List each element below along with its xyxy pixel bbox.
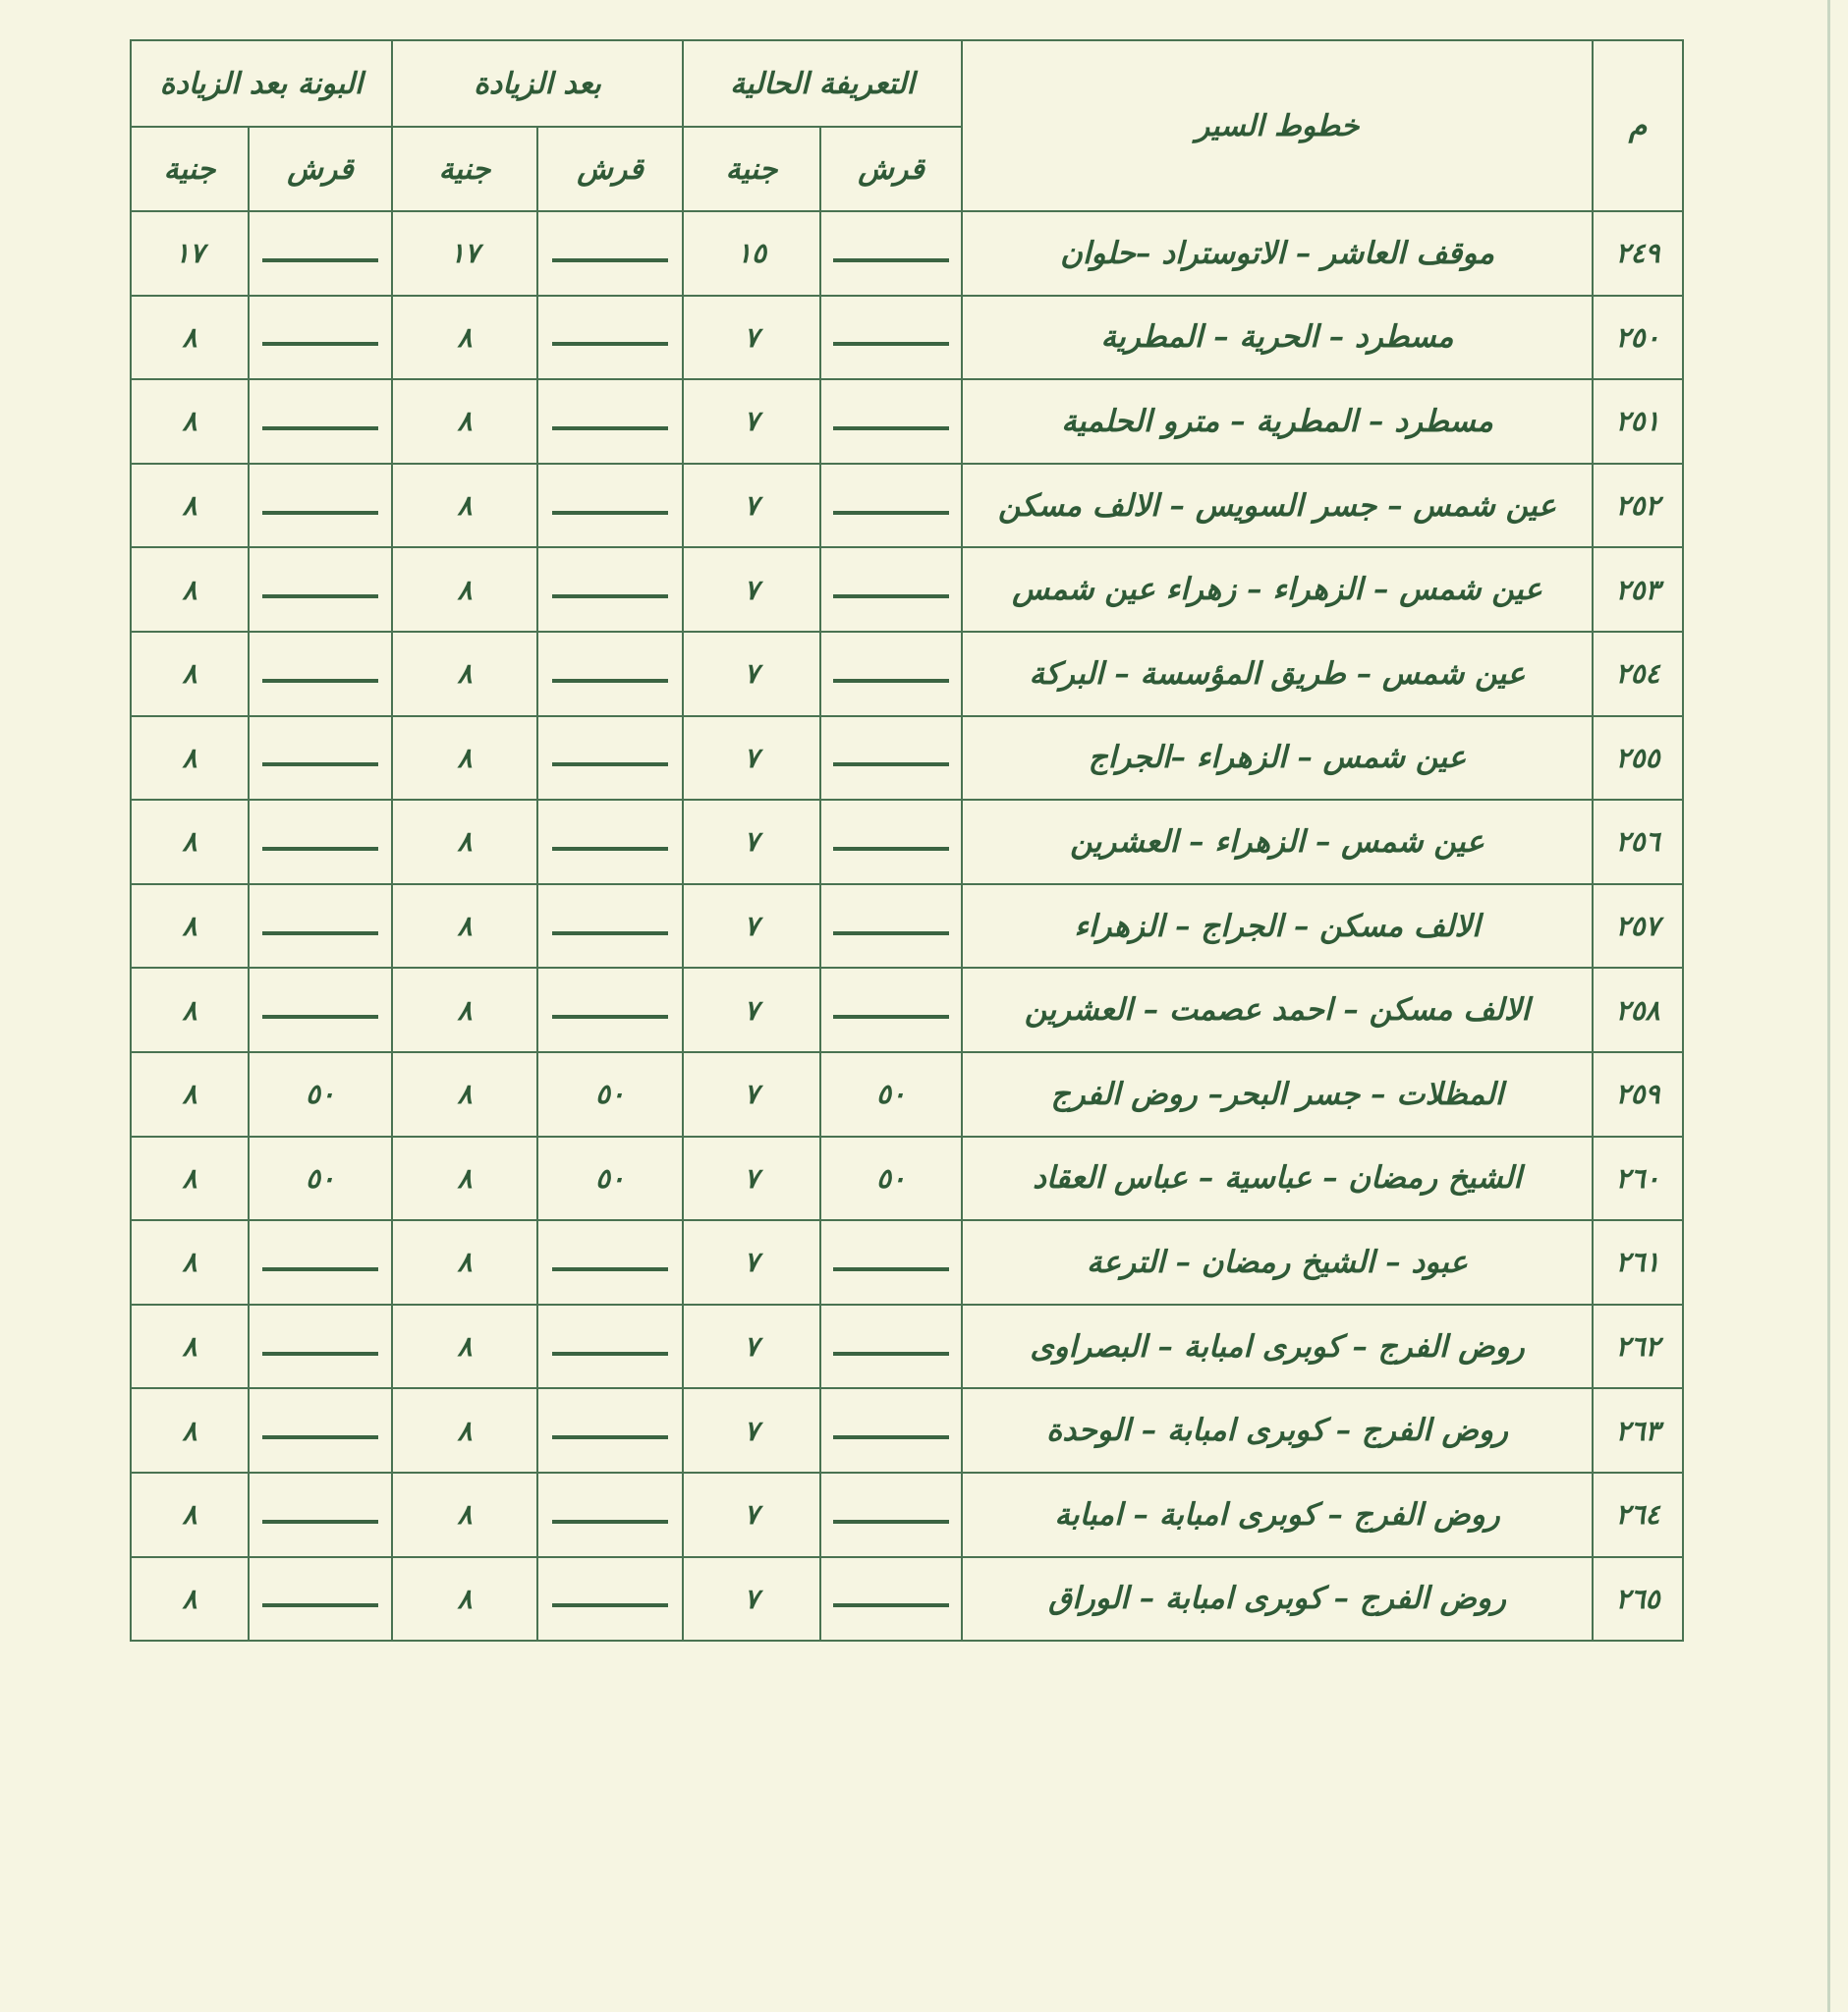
row-number-cell: ٢٥٢ [1593,464,1683,548]
route-name-cell: الشيخ رمضان – عباسية – عباس العقاد [962,1137,1593,1221]
pass-piaster-cell: ٥٠ [249,1052,392,1137]
current-pound-cell: ٧ [683,632,820,716]
current-pound-cell: ١٥ [683,211,820,296]
empty-dash [552,1015,668,1019]
current-piaster-cell [820,1220,962,1305]
pass-pound-cell: ٨ [131,379,249,464]
after-pound-cell: ٨ [392,379,537,464]
route-name-cell: روض الفرج – كوبرى امبابة – الوحدة [962,1388,1593,1473]
empty-dash [552,258,668,262]
after-pound-cell: ٨ [392,1305,537,1389]
pass-piaster-cell [249,547,392,632]
header-after-increase: بعد الزيادة [392,40,683,127]
route-name-cell: عين شمس – جسر السويس – الالف مسكن [962,464,1593,548]
row-number-cell: ٢٥٤ [1593,632,1683,716]
current-pound-cell: ٧ [683,1305,820,1389]
current-pound-cell: ٧ [683,379,820,464]
after-pound-cell: ٨ [392,1220,537,1305]
empty-dash [552,762,668,766]
after-pound-cell: ٨ [392,547,537,632]
after-piaster-cell [537,800,683,884]
empty-dash [262,762,378,766]
route-name-cell: موقف العاشر – الاتوستراد –حلوان [962,211,1593,296]
table-row [131,1557,1683,1642]
after-pound-cell: ٨ [392,1052,537,1137]
row-number-cell: ٢٥١ [1593,379,1683,464]
empty-dash [833,1520,949,1524]
current-pound-cell: ٧ [683,1388,820,1473]
after-pound-cell: ٨ [392,800,537,884]
pass-piaster-cell [249,800,392,884]
pass-pound-cell: ٨ [131,884,249,969]
table-row [131,211,1683,296]
route-name-cell: المظلات – جسر البحر– روض الفرج [962,1052,1593,1137]
empty-dash [833,1603,949,1607]
header-number: م [1593,40,1683,211]
pass-piaster-cell [249,464,392,548]
row-number-cell: ٢٥٧ [1593,884,1683,969]
table-row [131,1137,1683,1221]
pass-pound-cell: ٨ [131,464,249,548]
empty-dash [833,1267,949,1271]
table-row [131,296,1683,380]
empty-dash [552,847,668,851]
table-row [131,379,1683,464]
after-piaster-cell [537,1220,683,1305]
current-piaster-cell [820,464,962,548]
empty-dash [552,679,668,683]
after-piaster-cell [537,211,683,296]
pass-piaster-cell [249,379,392,464]
current-piaster-cell [820,884,962,969]
table-row [131,884,1683,969]
after-piaster-cell [537,1557,683,1642]
header-current-pound: جنية [683,127,820,211]
pass-piaster-cell [249,968,392,1052]
row-number-cell: ٢٦١ [1593,1220,1683,1305]
empty-dash [833,426,949,430]
current-piaster-cell [820,800,962,884]
empty-dash [833,847,949,851]
header-pass-pound: جنية [131,127,249,211]
pass-piaster-cell [249,632,392,716]
table-row [131,1052,1683,1137]
current-piaster-cell [820,716,962,801]
current-piaster-cell [820,296,962,380]
table-row [131,464,1683,548]
current-piaster-cell [820,1388,962,1473]
row-number-cell: ٢٥٩ [1593,1052,1683,1137]
pass-pound-cell: ٨ [131,632,249,716]
after-pound-cell: ٨ [392,632,537,716]
empty-dash [833,762,949,766]
current-pound-cell: ٧ [683,968,820,1052]
row-number-cell: ٢٦٢ [1593,1305,1683,1389]
current-piaster-cell [820,1557,962,1642]
after-pound-cell: ٨ [392,464,537,548]
after-piaster-cell [537,884,683,969]
row-number-cell: ٢٥٦ [1593,800,1683,884]
empty-dash [552,1603,668,1607]
current-pound-cell: ٧ [683,464,820,548]
after-pound-cell: ٨ [392,968,537,1052]
empty-dash [552,342,668,346]
empty-dash [262,1352,378,1356]
empty-dash [262,511,378,515]
empty-dash [262,426,378,430]
table-row [131,547,1683,632]
route-name-cell: روض الفرج – كوبرى امبابة – امبابة [962,1473,1593,1557]
empty-dash [262,1520,378,1524]
empty-dash [833,594,949,598]
empty-dash [552,1352,668,1356]
row-number-cell: ٢٤٩ [1593,211,1683,296]
current-pound-cell: ٧ [683,1473,820,1557]
table-row [131,1305,1683,1389]
pass-pound-cell: ٨ [131,1557,249,1642]
page-edge [1827,0,1830,2012]
current-pound-cell: ٧ [683,1137,820,1221]
table-row [131,1220,1683,1305]
empty-dash [262,594,378,598]
route-name-cell: عين شمس – طريق المؤسسة – البركة [962,632,1593,716]
current-pound-cell: ٧ [683,1220,820,1305]
current-pound-cell: ٧ [683,1052,820,1137]
row-number-cell: ٢٥٨ [1593,968,1683,1052]
after-piaster-cell [537,296,683,380]
empty-dash [262,931,378,935]
route-name-cell: عين شمس – الزهراء –الجراج [962,716,1593,801]
route-name-cell: عين شمس – الزهراء – العشرين [962,800,1593,884]
after-pound-cell: ١٧ [392,211,537,296]
route-name-cell: الالف مسكن – الجراج – الزهراء [962,884,1593,969]
empty-dash [262,342,378,346]
empty-dash [552,931,668,935]
current-piaster-cell [820,211,962,296]
empty-dash [262,1267,378,1271]
route-name-cell: عبود – الشيخ رمضان – الترعة [962,1220,1593,1305]
pass-piaster-cell [249,716,392,801]
table-row [131,1388,1683,1473]
after-pound-cell: ٨ [392,1137,537,1221]
table-body [131,211,1683,1641]
empty-dash [552,1435,668,1439]
pass-piaster-cell [249,1220,392,1305]
pass-pound-cell: ٨ [131,1388,249,1473]
pass-pound-cell: ٨ [131,296,249,380]
current-piaster-cell [820,1473,962,1557]
after-piaster-cell: ٥٠ [537,1052,683,1137]
empty-dash [833,258,949,262]
current-piaster-cell [820,1305,962,1389]
pass-pound-cell: ٨ [131,1473,249,1557]
pass-piaster-cell [249,1388,392,1473]
pass-pound-cell: ٨ [131,1305,249,1389]
table-row [131,800,1683,884]
empty-dash [833,931,949,935]
pass-piaster-cell [249,211,392,296]
current-piaster-cell [820,632,962,716]
after-piaster-cell [537,379,683,464]
row-number-cell: ٢٦٥ [1593,1557,1683,1642]
header-row-groups [131,40,1683,127]
current-pound-cell: ٧ [683,1557,820,1642]
pass-piaster-cell [249,1473,392,1557]
empty-dash [552,594,668,598]
header-after-piaster: قرش [537,127,683,211]
route-name-cell: مسطرد – الحرية – المطرية [962,296,1593,380]
pass-piaster-cell: ٥٠ [249,1137,392,1221]
tariff-table [130,39,1684,1642]
current-pound-cell: ٧ [683,800,820,884]
after-piaster-cell [537,968,683,1052]
row-number-cell: ٢٥٥ [1593,716,1683,801]
empty-dash [552,426,668,430]
route-name-cell: مسطرد – المطرية – مترو الحلمية [962,379,1593,464]
empty-dash [262,679,378,683]
after-piaster-cell [537,1473,683,1557]
after-piaster-cell [537,1305,683,1389]
route-name-cell: الالف مسكن – احمد عصمت – العشرين [962,968,1593,1052]
after-pound-cell: ٨ [392,1473,537,1557]
row-number-cell: ٢٦٣ [1593,1388,1683,1473]
row-number-cell: ٢٥٣ [1593,547,1683,632]
table-row [131,1473,1683,1557]
pass-pound-cell: ٨ [131,716,249,801]
header-pass-piaster: قرش [249,127,392,211]
current-piaster-cell [820,547,962,632]
pass-pound-cell: ٨ [131,800,249,884]
after-piaster-cell [537,464,683,548]
pass-piaster-cell [249,296,392,380]
pass-pound-cell: ٨ [131,1137,249,1221]
pass-piaster-cell [249,884,392,969]
empty-dash [262,847,378,851]
after-piaster-cell [537,632,683,716]
empty-dash [262,1015,378,1019]
current-pound-cell: ٧ [683,547,820,632]
after-pound-cell: ٨ [392,1388,537,1473]
row-number-cell: ٢٦٤ [1593,1473,1683,1557]
pass-pound-cell: ١٧ [131,211,249,296]
route-name-cell: روض الفرج – كوبرى امبابة – الوراق [962,1557,1593,1642]
empty-dash [833,1015,949,1019]
current-piaster-cell: ٥٠ [820,1052,962,1137]
after-piaster-cell [537,547,683,632]
pass-pound-cell: ٨ [131,547,249,632]
current-piaster-cell: ٥٠ [820,1137,962,1221]
after-pound-cell: ٨ [392,296,537,380]
table-row [131,716,1683,801]
pass-pound-cell: ٨ [131,968,249,1052]
empty-dash [833,342,949,346]
empty-dash [833,1435,949,1439]
pass-pound-cell: ٨ [131,1052,249,1137]
empty-dash [262,1603,378,1607]
after-piaster-cell: ٥٠ [537,1137,683,1221]
after-piaster-cell [537,716,683,801]
pass-piaster-cell [249,1305,392,1389]
table-row [131,632,1683,716]
pass-piaster-cell [249,1557,392,1642]
empty-dash [833,1352,949,1356]
header-current-tariff: التعريفة الحالية [683,40,962,127]
empty-dash [833,511,949,515]
header-current-piaster: قرش [820,127,962,211]
row-number-cell: ٢٦٠ [1593,1137,1683,1221]
current-pound-cell: ٧ [683,884,820,969]
current-pound-cell: ٧ [683,296,820,380]
after-piaster-cell [537,1388,683,1473]
table-row [131,968,1683,1052]
current-pound-cell: ٧ [683,716,820,801]
pass-pound-cell: ٨ [131,1220,249,1305]
route-name-cell: روض الفرج – كوبرى امبابة – البصراوى [962,1305,1593,1389]
empty-dash [552,1520,668,1524]
empty-dash [552,511,668,515]
after-pound-cell: ٨ [392,1557,537,1642]
empty-dash [262,1435,378,1439]
empty-dash [552,1267,668,1271]
empty-dash [833,679,949,683]
after-pound-cell: ٨ [392,884,537,969]
after-pound-cell: ٨ [392,716,537,801]
header-pass-after-increase: البونة بعد الزيادة [131,40,392,127]
current-piaster-cell [820,968,962,1052]
empty-dash [262,258,378,262]
route-name-cell: عين شمس – الزهراء – زهراء عين شمس [962,547,1593,632]
header-route: خطوط السير [962,40,1593,211]
current-piaster-cell [820,379,962,464]
header-after-pound: جنية [392,127,537,211]
row-number-cell: ٢٥٠ [1593,296,1683,380]
